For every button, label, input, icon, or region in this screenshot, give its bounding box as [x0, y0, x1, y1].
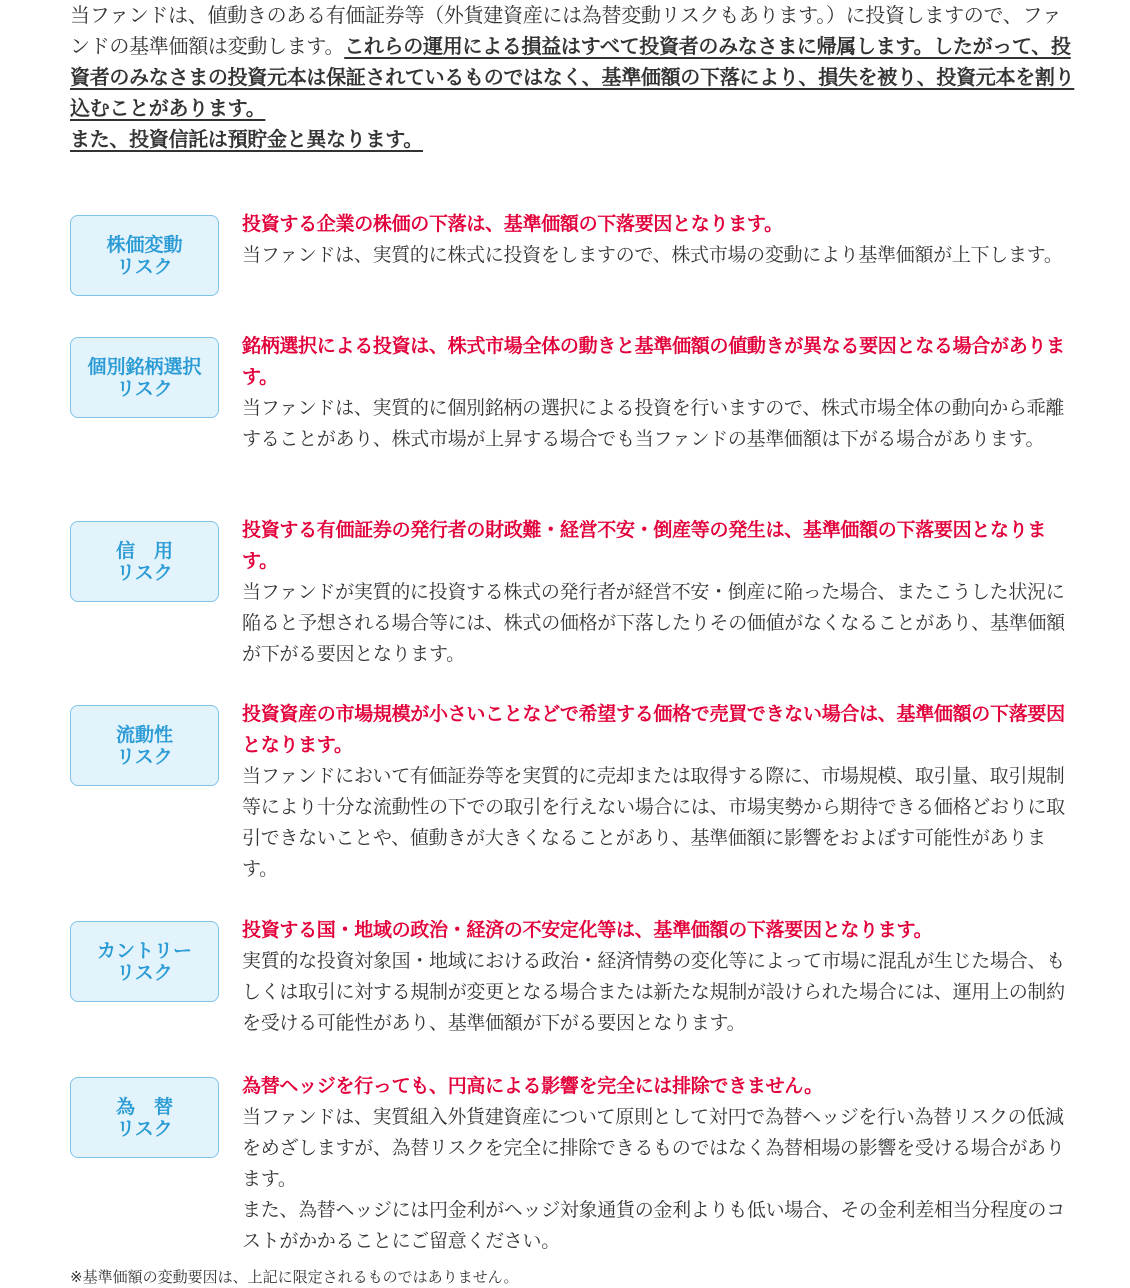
risk-badge-line2: リスク — [116, 961, 173, 984]
risk-body: 実質的な投資対象国・地域における政治・経済情勢の変化等によって市場に混乱が生じた場合、もしくは取引に対する規制が変更となる場合または新たな規制が設けられた場合には、運用上の制約を受ける可能性があり、基準価額が下がる要因となります。 — [242, 950, 1065, 1034]
intro-paragraph — [70, 0, 1080, 124]
intro-underlined-2: また、投資信託は預貯金と異なります。 — [70, 127, 423, 151]
risk-headline: 投資する国・地域の政治・経済の不安定化等は、基準価額の下落要因となります。 — [242, 919, 933, 941]
intro-normal: 当ファンドは、値動きのある有価証券等（外貨建資産には為替変動リスクもあります。）に投資しますので、ファンドの基準価額は変動します。 — [70, 3, 1062, 58]
risk-content — [242, 515, 1072, 670]
risk-content — [242, 699, 1072, 885]
risk-badge — [70, 921, 219, 1002]
risk-headline: 銘柄選択による投資は、株式市場全体の動きと基準価額の値動きが異なる要因となる場合があります。 — [242, 335, 1065, 388]
risk-badge-line1: 個別銘柄選択 — [87, 355, 202, 378]
risk-badge-line2: リスク — [116, 745, 173, 768]
risk-badge — [70, 705, 219, 786]
risk-headline: 投資する企業の株価の下落は、基準価額の下落要因となります。 — [242, 213, 783, 235]
risk-content — [242, 331, 1072, 455]
risk-body: 当ファンドは、実質的に個別銘柄の選択による投資を行いますので、株式市場全体の動向から乖離することがあり、株式市場が上昇する場合でも当ファンドの基準価額は下がる場合があります。 — [242, 397, 1065, 450]
risk-badge — [70, 337, 219, 418]
risk-badge-line2: リスク — [116, 1117, 173, 1140]
risk-badge — [70, 1077, 219, 1158]
risk-badge-line1: 流動性 — [115, 723, 173, 746]
risk-badge-line1: 為 替 — [115, 1095, 173, 1118]
risk-badge-line1: 信 用 — [115, 539, 173, 562]
risk-badge-line1: 株価変動 — [106, 233, 183, 256]
risk-body-2: また、為替ヘッジには円金利がヘッジ対象通貨の金利よりも低い場合、その金利差相当分程度のコストがかかることにご留意ください。 — [242, 1199, 1065, 1252]
risk-body: 当ファンドは、実質組入外貨建資産について原則として対円で為替ヘッジを行い為替リスクの低減をめざしますが、為替リスクを完全に排除できるものではなく為替相場の影響を受ける場合があります。 — [242, 1106, 1065, 1190]
risk-body: 当ファンドにおいて有価証券等を実質的に売却または取得する際に、市場規模、取引量、取引規制等により十分な流動性の下での取引を行えない場合には、市場実勢から期待できる価格どおりに取引できないことや、値動きが大きくなることがあり、基準価額に影響をおよぼす可能性があります。 — [242, 765, 1065, 880]
intro-text — [70, 0, 1080, 155]
risk-badge — [70, 521, 219, 602]
intro-paragraph-2 — [70, 124, 1080, 155]
risk-headline: 投資資産の市場規模が小さいことなどで希望する価格で売買できない場合は、基準価額の下落要因となります。 — [242, 703, 1065, 756]
risk-badge-line1: カントリー — [96, 939, 192, 962]
risk-content — [242, 209, 1072, 271]
risk-content — [242, 915, 1072, 1039]
intro-underlined: これらの運用による損益はすべて投資者のみなさまに帰属します。したがって、投資者のみなさまの投資元本は保証されているものではなく、基準価額の下落により、損失を被り、投資元本を割り込むことがあります。 — [70, 34, 1075, 120]
risk-headline: 投資する有価証券の発行者の財政難・経営不安・倒産等の発生は、基準価額の下落要因となります。 — [242, 519, 1047, 572]
risk-content — [242, 1071, 1072, 1257]
risk-headline: 為替ヘッジを行っても、円高による影響を完全には排除できません。 — [242, 1075, 823, 1097]
risk-badge-line2: リスク — [116, 377, 173, 400]
risk-badge-line2: リスク — [116, 255, 173, 278]
risk-badge — [70, 215, 219, 296]
risk-body: 当ファンドが実質的に投資する株式の発行者が経営不安・倒産に陥った場合、またこうした状況に陥ると予想される場合等には、株式の価格が下落したりその価値がなくなることがあり、基準価額が下がる要因となります。 — [242, 581, 1065, 665]
risk-badge-line2: リスク — [116, 561, 173, 584]
footnote: ※基準価額の変動要因は、上記に限定されるものではありません。 — [70, 1268, 519, 1286]
risk-body: 当ファンドは、実質的に株式に投資をしますので、株式市場の変動により基準価額が上下します。 — [242, 244, 1063, 266]
